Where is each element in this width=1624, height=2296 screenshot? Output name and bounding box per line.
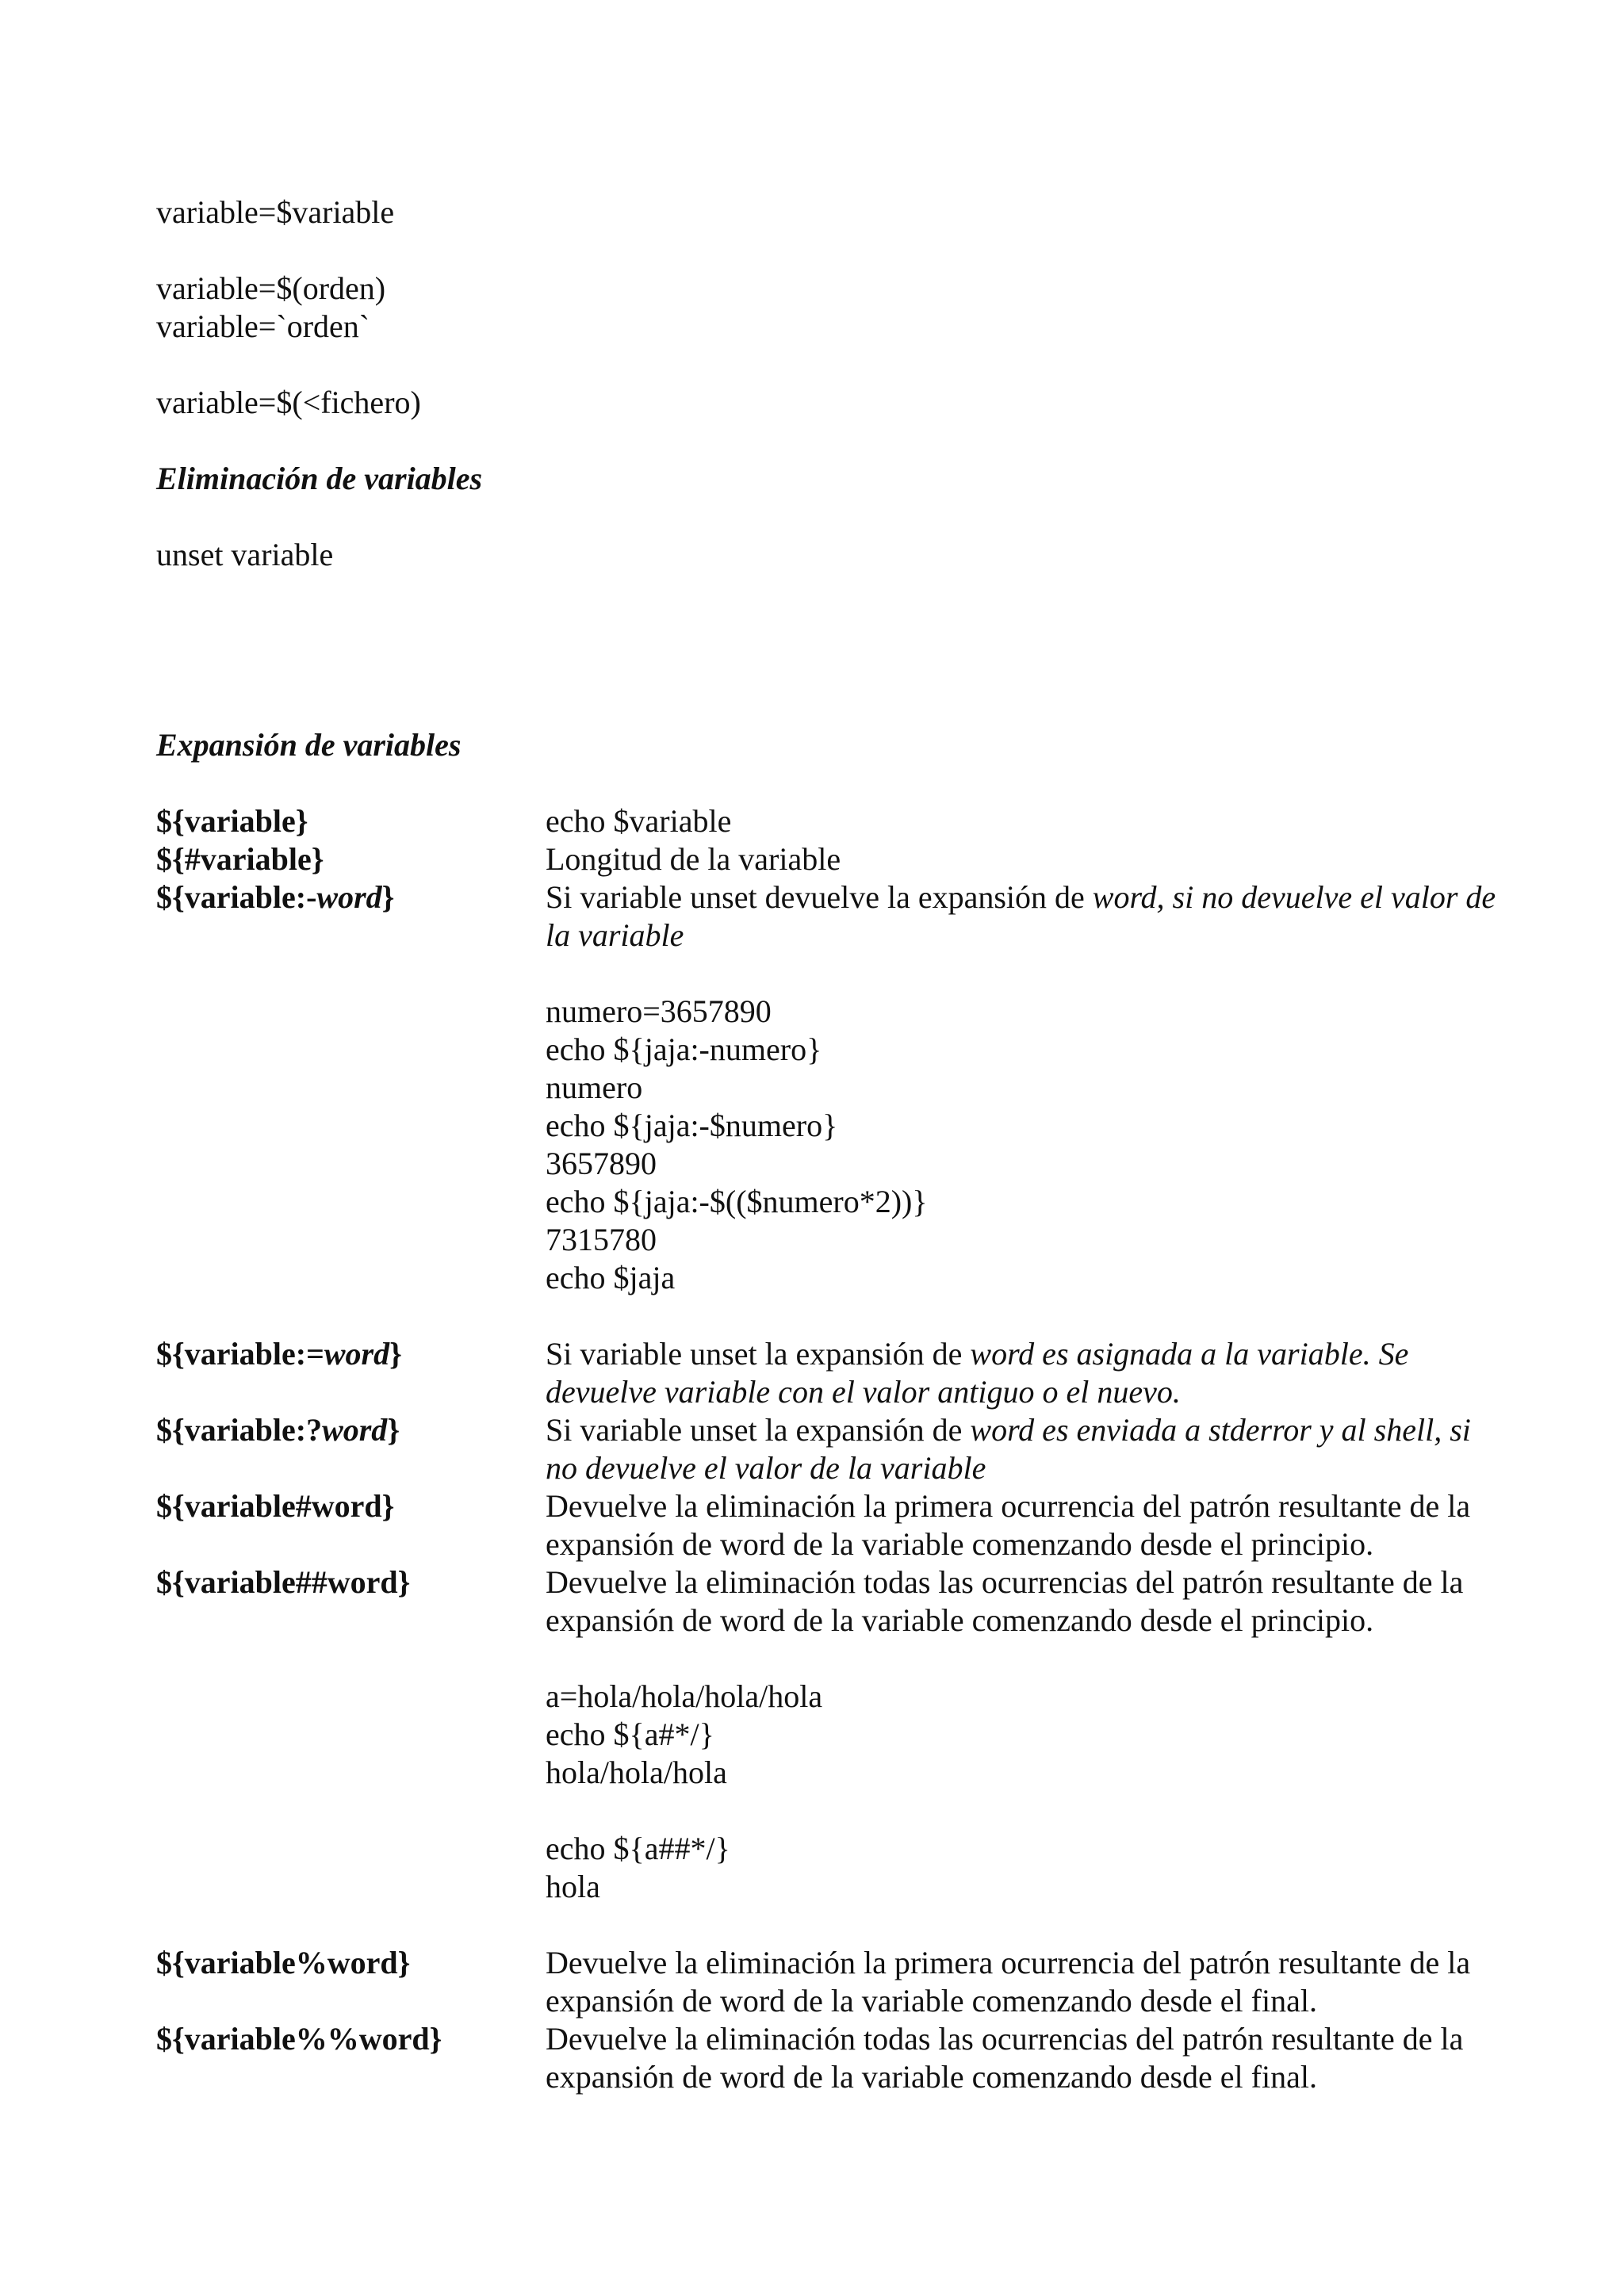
definition-term: ${variable:=word}	[156, 1336, 402, 1372]
text-line: variable=`orden`	[156, 308, 370, 344]
definition-term: ${variable%%word}	[156, 2021, 442, 2057]
code-example-line: hola	[546, 1869, 600, 1904]
definition-desc: Longitud de la variable	[546, 841, 841, 877]
text-line: unset variable	[156, 537, 334, 572]
definition-desc: Si variable unset la expansión de word es asignada a la variable. Se devuelve variable con el valor antiguo o el nuevo.	[546, 1336, 1409, 1410]
definition-term: ${variable:?word}	[156, 1412, 400, 1448]
code-example-line: echo $jaja	[546, 1260, 676, 1295]
code-example-line: 3657890	[546, 1146, 657, 1181]
code-example-line: 7315780	[546, 1222, 657, 1257]
code-example-line: hola/hola/hola	[546, 1755, 727, 1790]
definition-desc: Devuelve la eliminación la primera ocurrencia del patrón resultante de la expansión de word de la variable comenzando desde el principio.	[546, 1488, 1471, 1562]
code-example-line: numero=3657890	[546, 993, 772, 1029]
section-heading: Eliminación de variables	[156, 461, 483, 496]
code-example-line: echo ${jaja:-$(($numero*2))}	[546, 1184, 928, 1219]
text-line: variable=$(orden)	[156, 270, 386, 306]
definition-term: ${variable}	[156, 803, 308, 839]
code-example-line: echo ${jaja:-$numero}	[546, 1108, 838, 1143]
definition-term: ${variable:-word}	[156, 879, 395, 915]
definition-term: ${variable#word}	[156, 1488, 395, 1524]
definition-term: ${variable%word}	[156, 1945, 411, 1980]
section-heading: Expansión de variables	[156, 727, 462, 763]
code-example-line: numero	[546, 1070, 643, 1105]
definition-term: ${variable##word}	[156, 1564, 411, 1600]
definition-desc: Devuelve la eliminación la primera ocurrencia del patrón resultante de la expansión de word de la variable comenzando desde el final.	[546, 1945, 1471, 2019]
definition-desc: Devuelve la eliminación todas las ocurrencias del patrón resultante de la expansión de word de la variable comenzando desde el principio.	[546, 1564, 1464, 1638]
text-line: variable=$(<fichero)	[156, 385, 421, 420]
code-example-line: echo ${a#*/}	[546, 1716, 714, 1752]
definition-term: ${#variable}	[156, 841, 324, 877]
definition-desc: Si variable unset devuelve la expansión de word, si no devuelve el valor de la variable	[546, 879, 1496, 953]
definition-desc: echo $variable	[546, 803, 732, 839]
text-line: variable=$variable	[156, 194, 395, 230]
code-example-line: echo ${a##*/}	[546, 1831, 730, 1866]
code-example-line: a=hola/hola/hola/hola	[546, 1678, 823, 1714]
code-example-line: echo ${jaja:-numero}	[546, 1031, 822, 1067]
definition-desc: Devuelve la eliminación todas las ocurrencias del patrón resultante de la expansión de word de la variable comenzando desde el final.	[546, 2021, 1464, 2095]
definition-desc: Si variable unset la expansión de word es enviada a stderror y al shell, si no devuelve el valor de la variable	[546, 1412, 1471, 1486]
